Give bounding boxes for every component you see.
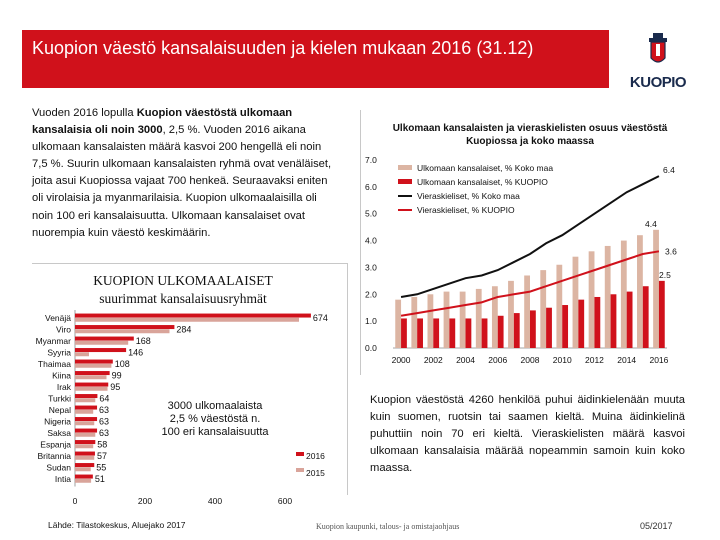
x-tick-label: 2000	[391, 355, 411, 365]
legend-label: Ulkomaan kansalaiset, % Koko maa	[417, 163, 554, 173]
legend-swatch	[398, 179, 412, 184]
bar-kuopio	[449, 318, 455, 348]
bar-kuopio	[627, 292, 633, 348]
data-label: 63	[99, 404, 110, 415]
bar-koko-maa	[524, 275, 530, 348]
data-label: 58	[97, 439, 108, 450]
x-tick-label: 200	[137, 496, 153, 506]
bar-koko-maa	[589, 251, 595, 348]
data-label: 63	[99, 427, 110, 438]
line-panel-border	[360, 110, 361, 375]
bar-koko-maa	[411, 297, 417, 348]
x-tick-label: 2014	[617, 355, 637, 365]
y-tick-label: 0.0	[365, 343, 377, 353]
data-label: 64	[99, 393, 110, 404]
category-label: Intia	[54, 473, 71, 484]
data-label: 57	[96, 450, 107, 461]
category-label: Myanmar	[35, 335, 71, 346]
bar-kuopio	[594, 297, 600, 348]
bar-koko-maa	[427, 294, 433, 348]
bar-koko-maa	[460, 292, 466, 348]
bar-kuopio	[401, 318, 407, 348]
bar-kuopio	[498, 316, 504, 348]
bar-koko-maa	[637, 235, 643, 348]
intro-bold: Kuopion väestöstä ulkomaan kansalaisia oli noin 3000	[32, 107, 293, 137]
x-tick-label: 400	[207, 496, 223, 506]
data-label: 51	[94, 473, 105, 484]
category-label: Viro	[56, 324, 71, 335]
category-label: Venäjä	[45, 312, 71, 323]
x-tick-label: 2012	[585, 355, 604, 365]
kuopio-logo	[622, 28, 694, 92]
bar-kuopio	[417, 318, 423, 348]
title-band	[22, 30, 609, 88]
category-label: Syyria	[47, 347, 71, 358]
category-label: Espanja	[40, 439, 71, 450]
bar-koko-maa	[444, 292, 450, 348]
y-tick-label: 2.0	[365, 289, 377, 300]
y-tick-label: 3.0	[365, 262, 377, 273]
bar-koko-maa	[653, 230, 659, 348]
bar-kuopio	[562, 305, 568, 348]
source-note: Lähde: Tilastokeskus, Aluejako 2017	[48, 520, 186, 530]
data-label: 99	[111, 370, 122, 381]
data-label: 674	[312, 312, 328, 323]
line-vieraskieliset-koko-maa	[401, 176, 659, 297]
intro-paragraph	[32, 105, 332, 242]
y-tick-label: 5.0	[365, 208, 377, 219]
y-tick-label: 4.0	[365, 235, 377, 246]
bar-kuopio	[466, 318, 472, 348]
end-value-label: 3.6	[665, 246, 677, 257]
bar-koko-maa	[508, 281, 514, 348]
x-tick-label: 0	[72, 496, 78, 506]
x-tick-label: 2004	[456, 355, 475, 365]
x-tick-label: 2002	[423, 355, 443, 365]
category-label: Kiina	[52, 370, 71, 381]
footer-date: 05/2017	[640, 521, 673, 531]
bar-koko-maa	[492, 286, 498, 348]
data-label: 168	[135, 335, 151, 346]
category-label: Turkki	[48, 393, 71, 404]
data-label: 284	[176, 324, 192, 335]
category-label: Saksa	[47, 427, 71, 438]
bar-kuopio	[530, 310, 536, 348]
data-label: 63	[99, 416, 110, 427]
bar-kuopio	[482, 318, 488, 348]
intro-text-1: Vuoden 2016 lopulla	[32, 107, 137, 119]
intro-text-2: , 2,5 %. Vuoden 2016 aikana ulkomaan kansalaisten määrä kasvoi 200 hengellä eli noin 7,5 %. Suurin ulkomaan kansalaisten ryhmä ovat venäläiset, joita asui Kuopiossa vajaat 700 henkeä. Seuraavaksi eniten oli virolaisia ja myanmarilaisia. Kuopion ulkomaalaisilla oli noin 100 eri kansalaisuutta. Ulkomaan kansalaiset ovat nuorempia kuin väestö keskimäärin.	[32, 124, 332, 239]
bar-koko-maa	[540, 270, 546, 348]
bar-kuopio	[433, 318, 439, 348]
x-tick-label: 2008	[520, 355, 540, 365]
bar-koko-maa	[621, 241, 627, 348]
end-value-label: 6.4	[663, 165, 675, 176]
slide-title: Kuopion väestö kansalaisuuden ja kielen mukaan 2016 (31.12)	[32, 38, 534, 58]
bar-kuopio	[659, 281, 665, 348]
category-label: Nepal	[48, 404, 71, 415]
end-value-label: 2.5	[659, 269, 671, 280]
legend-label-2015: 2015	[306, 468, 325, 478]
legend-label: Ulkomaan kansalaiset, % KUOPIO	[417, 177, 548, 187]
x-tick-label: 2010	[552, 355, 572, 365]
x-tick-label: 2006	[488, 355, 508, 365]
bar-kuopio	[643, 286, 649, 348]
y-tick-label: 1.0	[365, 316, 377, 327]
legend-swatch	[398, 165, 412, 170]
footer-organization: Kuopion kaupunki, talous- ja omistajaohjaus	[316, 522, 460, 531]
category-label: Thaimaa	[37, 358, 71, 369]
data-label: 108	[114, 358, 130, 369]
bar-kuopio	[546, 308, 552, 348]
bar-koko-maa	[573, 257, 579, 348]
category-label: Sudan	[46, 462, 71, 473]
category-label: Irak	[56, 381, 71, 392]
legend-label: Vieraskieliset, % Koko maa	[417, 191, 520, 201]
bar-koko-maa	[476, 289, 482, 348]
bar-koko-maa	[556, 265, 562, 348]
summary-callout: 3000 ulkomaalaista 2,5 % väestöstä n. 100 eri kansalaisuutta	[161, 400, 269, 438]
legend-label: Vieraskieliset, % KUOPIO	[417, 205, 515, 215]
line-chart-title: Ulkomaan kansalaisten ja vieraskielisten osuus väestöstä Kuopiossa ja koko maassa	[392, 123, 668, 147]
line-vieraskieliset-kuopio	[401, 251, 659, 315]
data-label: 146	[128, 347, 144, 358]
x-tick-label: 600	[277, 496, 293, 506]
bar-kuopio	[514, 313, 520, 348]
logo-text: KUOPIO	[629, 74, 687, 91]
coat-of-arms-icon	[622, 28, 694, 74]
language-paragraph: Kuopion väestöstä 4260 henkilöä puhui äidinkielenään muuta kuin suomen, ruotsin tai saamen kieltä. Muina äidinkielinä puhuttiin noin 70 eri kieltä. Vieraskielisten määrä kasvoi ulkomaan kansalaisia määrää nopeammin samoin kuin koko maassa.	[370, 394, 685, 474]
bar-koko-maa	[395, 300, 401, 348]
bar-kuopio	[611, 294, 617, 348]
data-label: 55	[96, 462, 107, 473]
category-label: Nigeria	[44, 416, 71, 427]
legend-label-2016: 2016	[306, 451, 325, 461]
category-label: Britannia	[37, 450, 71, 461]
bar-koko-maa	[605, 246, 611, 348]
nationality-chart-title: KUOPION ULKOMAALAISET suurimmat kansalaisuusryhmät	[93, 273, 273, 306]
end-value-label: 4.4	[645, 218, 657, 229]
x-tick-label: 2016	[649, 355, 669, 365]
y-tick-label: 7.0	[365, 155, 377, 165]
data-label: 95	[110, 381, 121, 392]
y-tick-label: 6.0	[365, 181, 377, 192]
bar-kuopio	[578, 300, 584, 348]
